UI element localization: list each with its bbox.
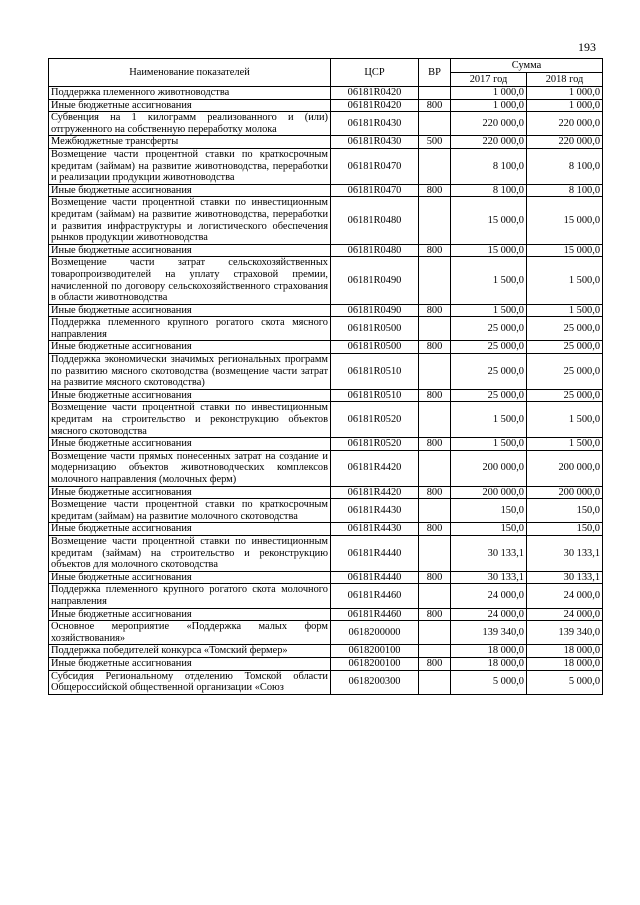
- row-csr: 06181R4460: [331, 608, 419, 621]
- header-vr: ВР: [419, 59, 451, 87]
- row-csr: 06181R0500: [331, 317, 419, 341]
- table-row: [49, 136, 603, 149]
- row-name: Возмещение части прямых понесенных затрат на создание и модернизацию объектов животноводческих комплексов молочного направления (молочных ферм): [49, 450, 331, 486]
- table-row: [49, 402, 603, 438]
- row-csr: 06181R4420: [331, 450, 419, 486]
- row-name: Поддержка племенного животноводства: [49, 87, 331, 100]
- row-csr: 06181R4420: [331, 486, 419, 499]
- row-name: Поддержка племенного крупного рогатого скота молочного направления: [49, 584, 331, 608]
- table-row: [49, 621, 603, 645]
- row-csr: 0618200100: [331, 657, 419, 670]
- row-csr: 06181R0480: [331, 197, 419, 244]
- row-sum-2017: 15 000,0: [451, 244, 527, 257]
- row-sum-2018: 1 000,0: [527, 87, 603, 100]
- row-sum-2017: 24 000,0: [451, 608, 527, 621]
- row-name: Поддержка победителей конкурса «Томский фермер»: [49, 645, 331, 658]
- row-vr: 800: [419, 523, 451, 536]
- row-vr: 800: [419, 341, 451, 354]
- table-row: [49, 112, 603, 136]
- row-csr: 06181R0500: [331, 341, 419, 354]
- row-vr: [419, 257, 451, 304]
- table-row: [49, 657, 603, 670]
- row-sum-2017: 8 100,0: [451, 184, 527, 197]
- row-csr: 06181R4440: [331, 535, 419, 571]
- row-sum-2017: 220 000,0: [451, 136, 527, 149]
- row-name: Возмещение части процентной ставки по краткосрочным кредитам (займам) на развитие животноводства, переработки и реализации продукции животноводства: [49, 148, 331, 184]
- row-csr: 0618200000: [331, 621, 419, 645]
- row-name: Иные бюджетные ассигнования: [49, 244, 331, 257]
- table-row: [49, 197, 603, 244]
- row-sum-2018: 25 000,0: [527, 341, 603, 354]
- row-sum-2017: 25 000,0: [451, 317, 527, 341]
- row-sum-2018: 25 000,0: [527, 389, 603, 402]
- table-row: [49, 438, 603, 451]
- table-row: [49, 608, 603, 621]
- row-csr: 06181R0480: [331, 244, 419, 257]
- row-vr: [419, 450, 451, 486]
- row-name: Субсидия Региональному отделению Томской области Общероссийской общественной организации «Союз: [49, 670, 331, 694]
- table-row: [49, 354, 603, 390]
- row-sum-2017: 24 000,0: [451, 584, 527, 608]
- row-vr: 800: [419, 184, 451, 197]
- row-csr: 06181R0470: [331, 184, 419, 197]
- row-name: Иные бюджетные ассигнования: [49, 523, 331, 536]
- row-sum-2017: 220 000,0: [451, 112, 527, 136]
- row-csr: 06181R0430: [331, 136, 419, 149]
- row-sum-2018: 1 500,0: [527, 402, 603, 438]
- table-row: [49, 304, 603, 317]
- row-vr: 800: [419, 657, 451, 670]
- row-vr: [419, 499, 451, 523]
- row-sum-2018: 220 000,0: [527, 112, 603, 136]
- row-sum-2018: 200 000,0: [527, 450, 603, 486]
- table-row: [49, 535, 603, 571]
- row-sum-2017: 1 500,0: [451, 257, 527, 304]
- table-row: [49, 584, 603, 608]
- row-csr: 06181R0470: [331, 148, 419, 184]
- header-sum: Сумма: [451, 59, 603, 73]
- row-sum-2018: 1 500,0: [527, 257, 603, 304]
- row-name: Иные бюджетные ассигнования: [49, 99, 331, 112]
- row-vr: [419, 87, 451, 100]
- row-vr: [419, 197, 451, 244]
- row-csr: 06181R0510: [331, 389, 419, 402]
- table-row: [49, 99, 603, 112]
- row-sum-2018: 15 000,0: [527, 197, 603, 244]
- row-vr: [419, 621, 451, 645]
- row-name: Поддержка племенного крупного рогатого скота мясного направления: [49, 317, 331, 341]
- row-sum-2018: 30 133,1: [527, 535, 603, 571]
- table-row: [49, 450, 603, 486]
- row-name: Основное мероприятие «Поддержка малых форм хозяйствования»: [49, 621, 331, 645]
- row-sum-2018: 30 133,1: [527, 571, 603, 584]
- row-vr: [419, 645, 451, 658]
- row-vr: 800: [419, 244, 451, 257]
- row-sum-2017: 5 000,0: [451, 670, 527, 694]
- row-sum-2017: 25 000,0: [451, 341, 527, 354]
- row-sum-2018: 5 000,0: [527, 670, 603, 694]
- row-sum-2017: 150,0: [451, 523, 527, 536]
- row-vr: 800: [419, 99, 451, 112]
- row-vr: [419, 402, 451, 438]
- row-name: Возмещение части процентной ставки по инвестиционным кредитам на строительство и реконструкцию объектов мясного скотоводства: [49, 402, 331, 438]
- row-sum-2017: 15 000,0: [451, 197, 527, 244]
- row-sum-2018: 8 100,0: [527, 148, 603, 184]
- row-csr: 06181R0520: [331, 402, 419, 438]
- row-sum-2017: 150,0: [451, 499, 527, 523]
- table-row: [49, 523, 603, 536]
- row-sum-2018: 1 500,0: [527, 304, 603, 317]
- table-row: [49, 184, 603, 197]
- row-sum-2017: 139 340,0: [451, 621, 527, 645]
- row-sum-2018: 18 000,0: [527, 657, 603, 670]
- row-vr: [419, 584, 451, 608]
- row-name: Возмещение части процентной ставки по краткосрочным кредитам (займам) на развитие молочного скотоводства: [49, 499, 331, 523]
- row-vr: 800: [419, 571, 451, 584]
- row-sum-2018: 8 100,0: [527, 184, 603, 197]
- row-sum-2017: 1 500,0: [451, 304, 527, 317]
- row-sum-2017: 18 000,0: [451, 645, 527, 658]
- table-row: [49, 486, 603, 499]
- row-sum-2017: 1 500,0: [451, 438, 527, 451]
- header-csr: ЦСР: [331, 59, 419, 87]
- row-name: Иные бюджетные ассигнования: [49, 571, 331, 584]
- row-name: Иные бюджетные ассигнования: [49, 184, 331, 197]
- row-name: Поддержка экономически значимых региональных программ по развитию мясного скотоводства (возмещение части затрат на развитие мясного скотоводства): [49, 354, 331, 390]
- header-year-2017: 2017 год: [451, 73, 527, 87]
- table-row: [49, 499, 603, 523]
- row-name: Субвенция на 1 килограмм реализованного и (или) отгруженного на собственную переработку молока: [49, 112, 331, 136]
- row-sum-2018: 1 500,0: [527, 438, 603, 451]
- table-row: [49, 645, 603, 658]
- row-sum-2018: 150,0: [527, 523, 603, 536]
- row-sum-2018: 15 000,0: [527, 244, 603, 257]
- row-sum-2017: 8 100,0: [451, 148, 527, 184]
- row-vr: 800: [419, 438, 451, 451]
- table-row: [49, 87, 603, 100]
- row-sum-2017: 18 000,0: [451, 657, 527, 670]
- table-row: [49, 571, 603, 584]
- row-sum-2017: 1 000,0: [451, 87, 527, 100]
- row-csr: 06181R4440: [331, 571, 419, 584]
- row-sum-2018: 24 000,0: [527, 584, 603, 608]
- row-sum-2017: 1 000,0: [451, 99, 527, 112]
- row-csr: 06181R0420: [331, 87, 419, 100]
- row-vr: 800: [419, 486, 451, 499]
- row-sum-2018: 200 000,0: [527, 486, 603, 499]
- row-name: Возмещение части процентной ставки по инвестиционным кредитам (займам) на строительство и реконструкцию объектов для молочного скотоводства: [49, 535, 331, 571]
- row-sum-2018: 150,0: [527, 499, 603, 523]
- row-csr: 06181R4430: [331, 523, 419, 536]
- row-csr: 06181R4460: [331, 584, 419, 608]
- row-vr: 500: [419, 136, 451, 149]
- budget-table: [48, 58, 603, 695]
- row-csr: 06181R0510: [331, 354, 419, 390]
- row-name: Возмещение части затрат сельскохозяйственных товаропроизводителей на уплату страховой премии, начисленной по договору сельскохозяйственного страхования в области животноводства: [49, 257, 331, 304]
- table-row: [49, 257, 603, 304]
- row-sum-2018: 220 000,0: [527, 136, 603, 149]
- row-csr: 06181R0420: [331, 99, 419, 112]
- row-csr: 0618200300: [331, 670, 419, 694]
- row-sum-2018: 24 000,0: [527, 608, 603, 621]
- row-csr: 06181R0430: [331, 112, 419, 136]
- header-name: Наименование показателей: [49, 59, 331, 87]
- row-vr: [419, 670, 451, 694]
- table-row: [49, 317, 603, 341]
- row-sum-2017: 200 000,0: [451, 486, 527, 499]
- row-name: Иные бюджетные ассигнования: [49, 389, 331, 402]
- row-sum-2017: 200 000,0: [451, 450, 527, 486]
- row-csr: 0618200100: [331, 645, 419, 658]
- row-name: Возмещение части процентной ставки по инвестиционным кредитам (займам) на развитие животноводства, переработки и развития инфраструктуры и логистического обеспечения рынков продукции животноводства: [49, 197, 331, 244]
- row-sum-2017: 1 500,0: [451, 402, 527, 438]
- table-row: [49, 244, 603, 257]
- row-sum-2017: 25 000,0: [451, 354, 527, 390]
- table-row: [49, 148, 603, 184]
- row-vr: 800: [419, 304, 451, 317]
- header-year-2018: 2018 год: [527, 73, 603, 87]
- row-csr: 06181R0490: [331, 257, 419, 304]
- row-vr: [419, 354, 451, 390]
- row-sum-2017: 30 133,1: [451, 535, 527, 571]
- row-vr: 800: [419, 608, 451, 621]
- row-sum-2018: 1 000,0: [527, 99, 603, 112]
- row-name: Межбюджетные трансферты: [49, 136, 331, 149]
- row-vr: [419, 148, 451, 184]
- row-vr: 800: [419, 389, 451, 402]
- row-name: Иные бюджетные ассигнования: [49, 341, 331, 354]
- row-name: Иные бюджетные ассигнования: [49, 608, 331, 621]
- table-row: [49, 389, 603, 402]
- row-sum-2018: 25 000,0: [527, 354, 603, 390]
- row-vr: [419, 535, 451, 571]
- row-sum-2018: 139 340,0: [527, 621, 603, 645]
- row-sum-2018: 25 000,0: [527, 317, 603, 341]
- row-sum-2017: 30 133,1: [451, 571, 527, 584]
- row-name: Иные бюджетные ассигнования: [49, 438, 331, 451]
- page-number: 193: [578, 40, 596, 54]
- row-csr: 06181R0490: [331, 304, 419, 317]
- row-vr: [419, 112, 451, 136]
- table-row: [49, 341, 603, 354]
- row-name: Иные бюджетные ассигнования: [49, 304, 331, 317]
- row-name: Иные бюджетные ассигнования: [49, 486, 331, 499]
- row-csr: 06181R0520: [331, 438, 419, 451]
- row-vr: [419, 317, 451, 341]
- table-row: [49, 670, 603, 694]
- row-sum-2017: 25 000,0: [451, 389, 527, 402]
- row-sum-2018: 18 000,0: [527, 645, 603, 658]
- row-csr: 06181R4430: [331, 499, 419, 523]
- row-name: Иные бюджетные ассигнования: [49, 657, 331, 670]
